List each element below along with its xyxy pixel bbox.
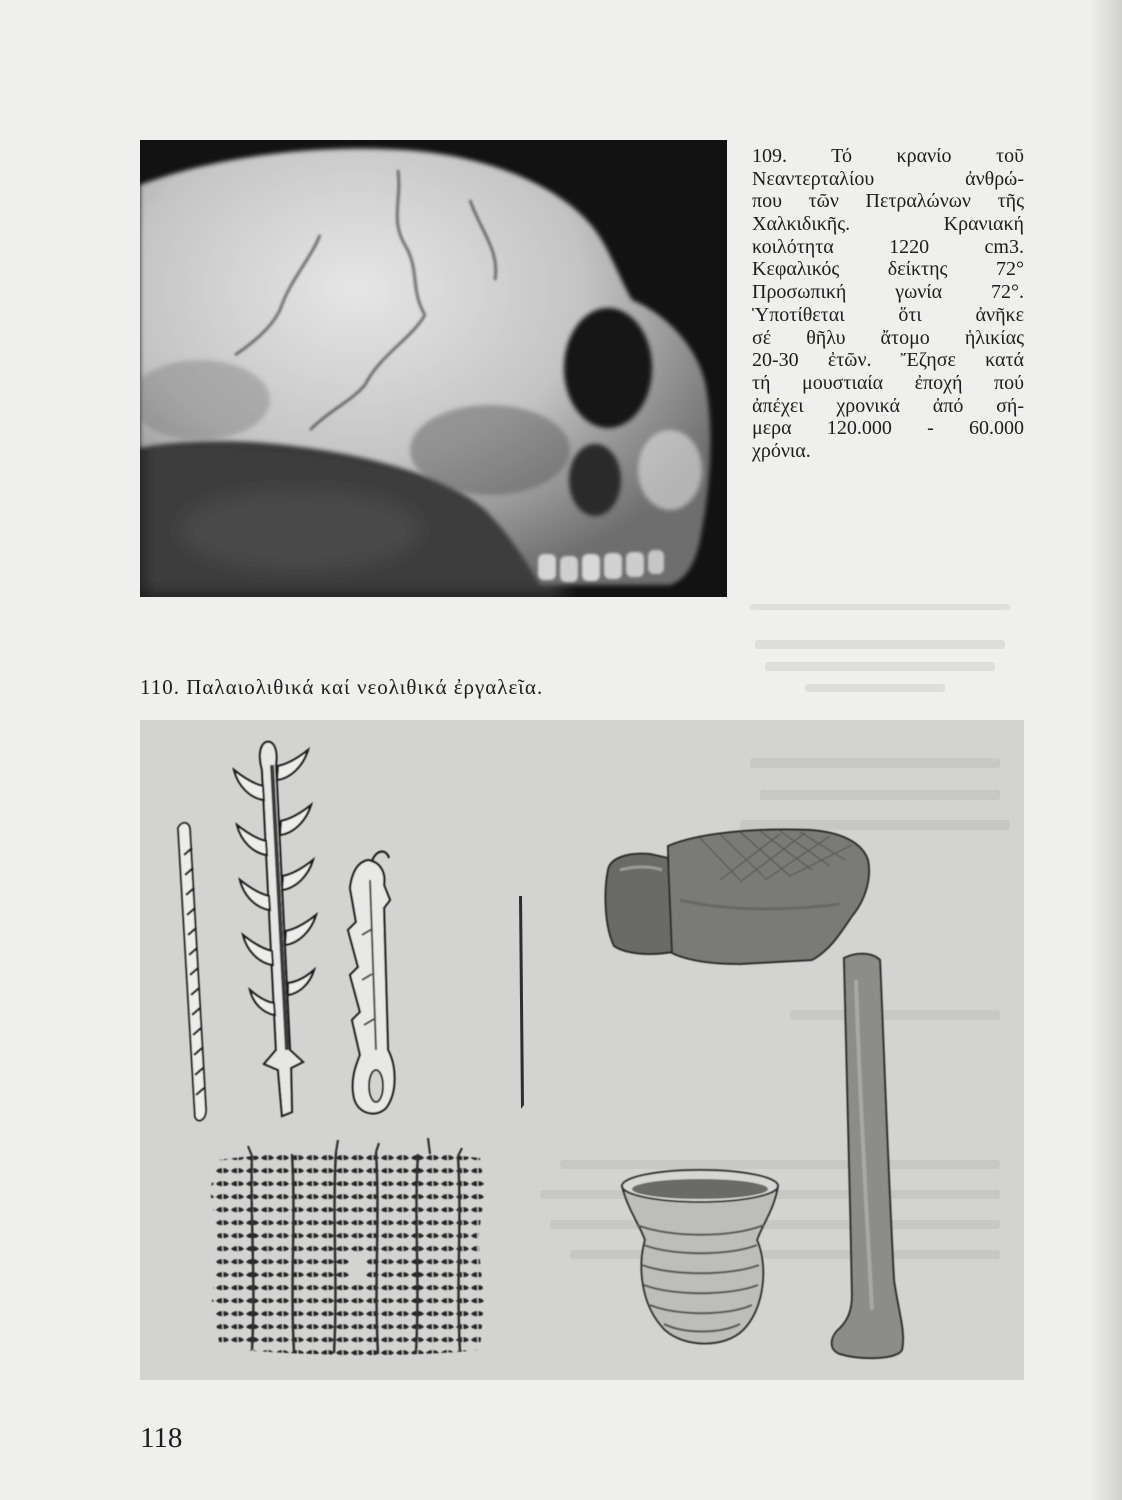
caption-line: ἀπέχει χρονικά ἀπό σή-: [752, 394, 1024, 417]
tooth: [648, 550, 664, 574]
bleed-mark: [765, 662, 995, 671]
bleed-mark: [750, 604, 1010, 610]
caption-line: σέ θῆλυ ἄτομο ἡλικίας: [752, 326, 1024, 349]
bleed-mark: [755, 640, 1005, 649]
woven-textile-fragment: [210, 1138, 485, 1355]
bleed-mark: [570, 1250, 1000, 1259]
caption-line: Κεφαλικός δείκτης 72°: [752, 258, 1024, 281]
tooth: [604, 553, 622, 579]
tooth: [582, 554, 600, 581]
tooth: [560, 556, 578, 582]
caption-line: Χαλκιδικῆς. Κρανιακή: [752, 213, 1024, 236]
figure-109-skull-photo: [140, 140, 727, 597]
caption-line: 109. Τό κρανίο τοῦ: [752, 145, 1024, 167]
caption-line: μερα 120.000 - 60.000: [752, 417, 1024, 440]
textile-hole: [348, 1256, 368, 1280]
bleed-mark: [560, 1160, 1000, 1169]
caption-line: 20-30 ἐτῶν. Ἔζησε κατά: [752, 349, 1024, 372]
caption-line: τή μουστιαία ἐποχή πού: [752, 371, 1024, 394]
small-harpoon-loop: [369, 1070, 383, 1102]
eye-orbit: [564, 308, 652, 428]
bleed-through-shadow: [745, 600, 1095, 710]
bleed-mark: [760, 790, 1000, 800]
tooth: [626, 552, 644, 577]
figure-109-caption: [752, 145, 1024, 463]
skull-photo-svg: [140, 140, 727, 597]
nasal-cavity: [569, 444, 621, 516]
caption-line: Ὑποτίθεται ὅτι ἀνῆκε: [752, 303, 1024, 326]
bleed-through-marks: [750, 604, 1010, 692]
cheek-highlight: [638, 430, 702, 510]
mottled-shadow: [180, 490, 420, 570]
bleed-mark: [750, 758, 1000, 768]
figure-110-tools-illustration: [140, 720, 1024, 1380]
caption-line: κοιλότητα 1220 cm3.: [752, 235, 1024, 258]
bleed-mark: [790, 1010, 1000, 1020]
bleed-mark: [550, 1220, 1000, 1229]
beaker-opening: [632, 1179, 768, 1199]
caption-line: Προσωπική γωνία 72°.: [752, 281, 1024, 304]
bleed-mark: [740, 820, 1010, 830]
page-number: 118: [140, 1422, 183, 1454]
figure-110-caption: 110. Παλαιολιθικά καί νεολιθικά ἐργαλεῖα.: [140, 675, 544, 699]
tooth: [538, 554, 556, 580]
tools-plate-svg: [140, 720, 1024, 1380]
temporal-shadow: [410, 405, 570, 495]
caption-line: που τῶν Πετραλώνων τῆς: [752, 190, 1024, 213]
caption-line: Νεαντερταλίου ἀνθρώ-: [752, 167, 1024, 190]
scan-edge-shadow: [1090, 0, 1122, 1500]
bleed-mark: [805, 684, 945, 692]
caption-line: χρόνια.: [752, 439, 811, 462]
